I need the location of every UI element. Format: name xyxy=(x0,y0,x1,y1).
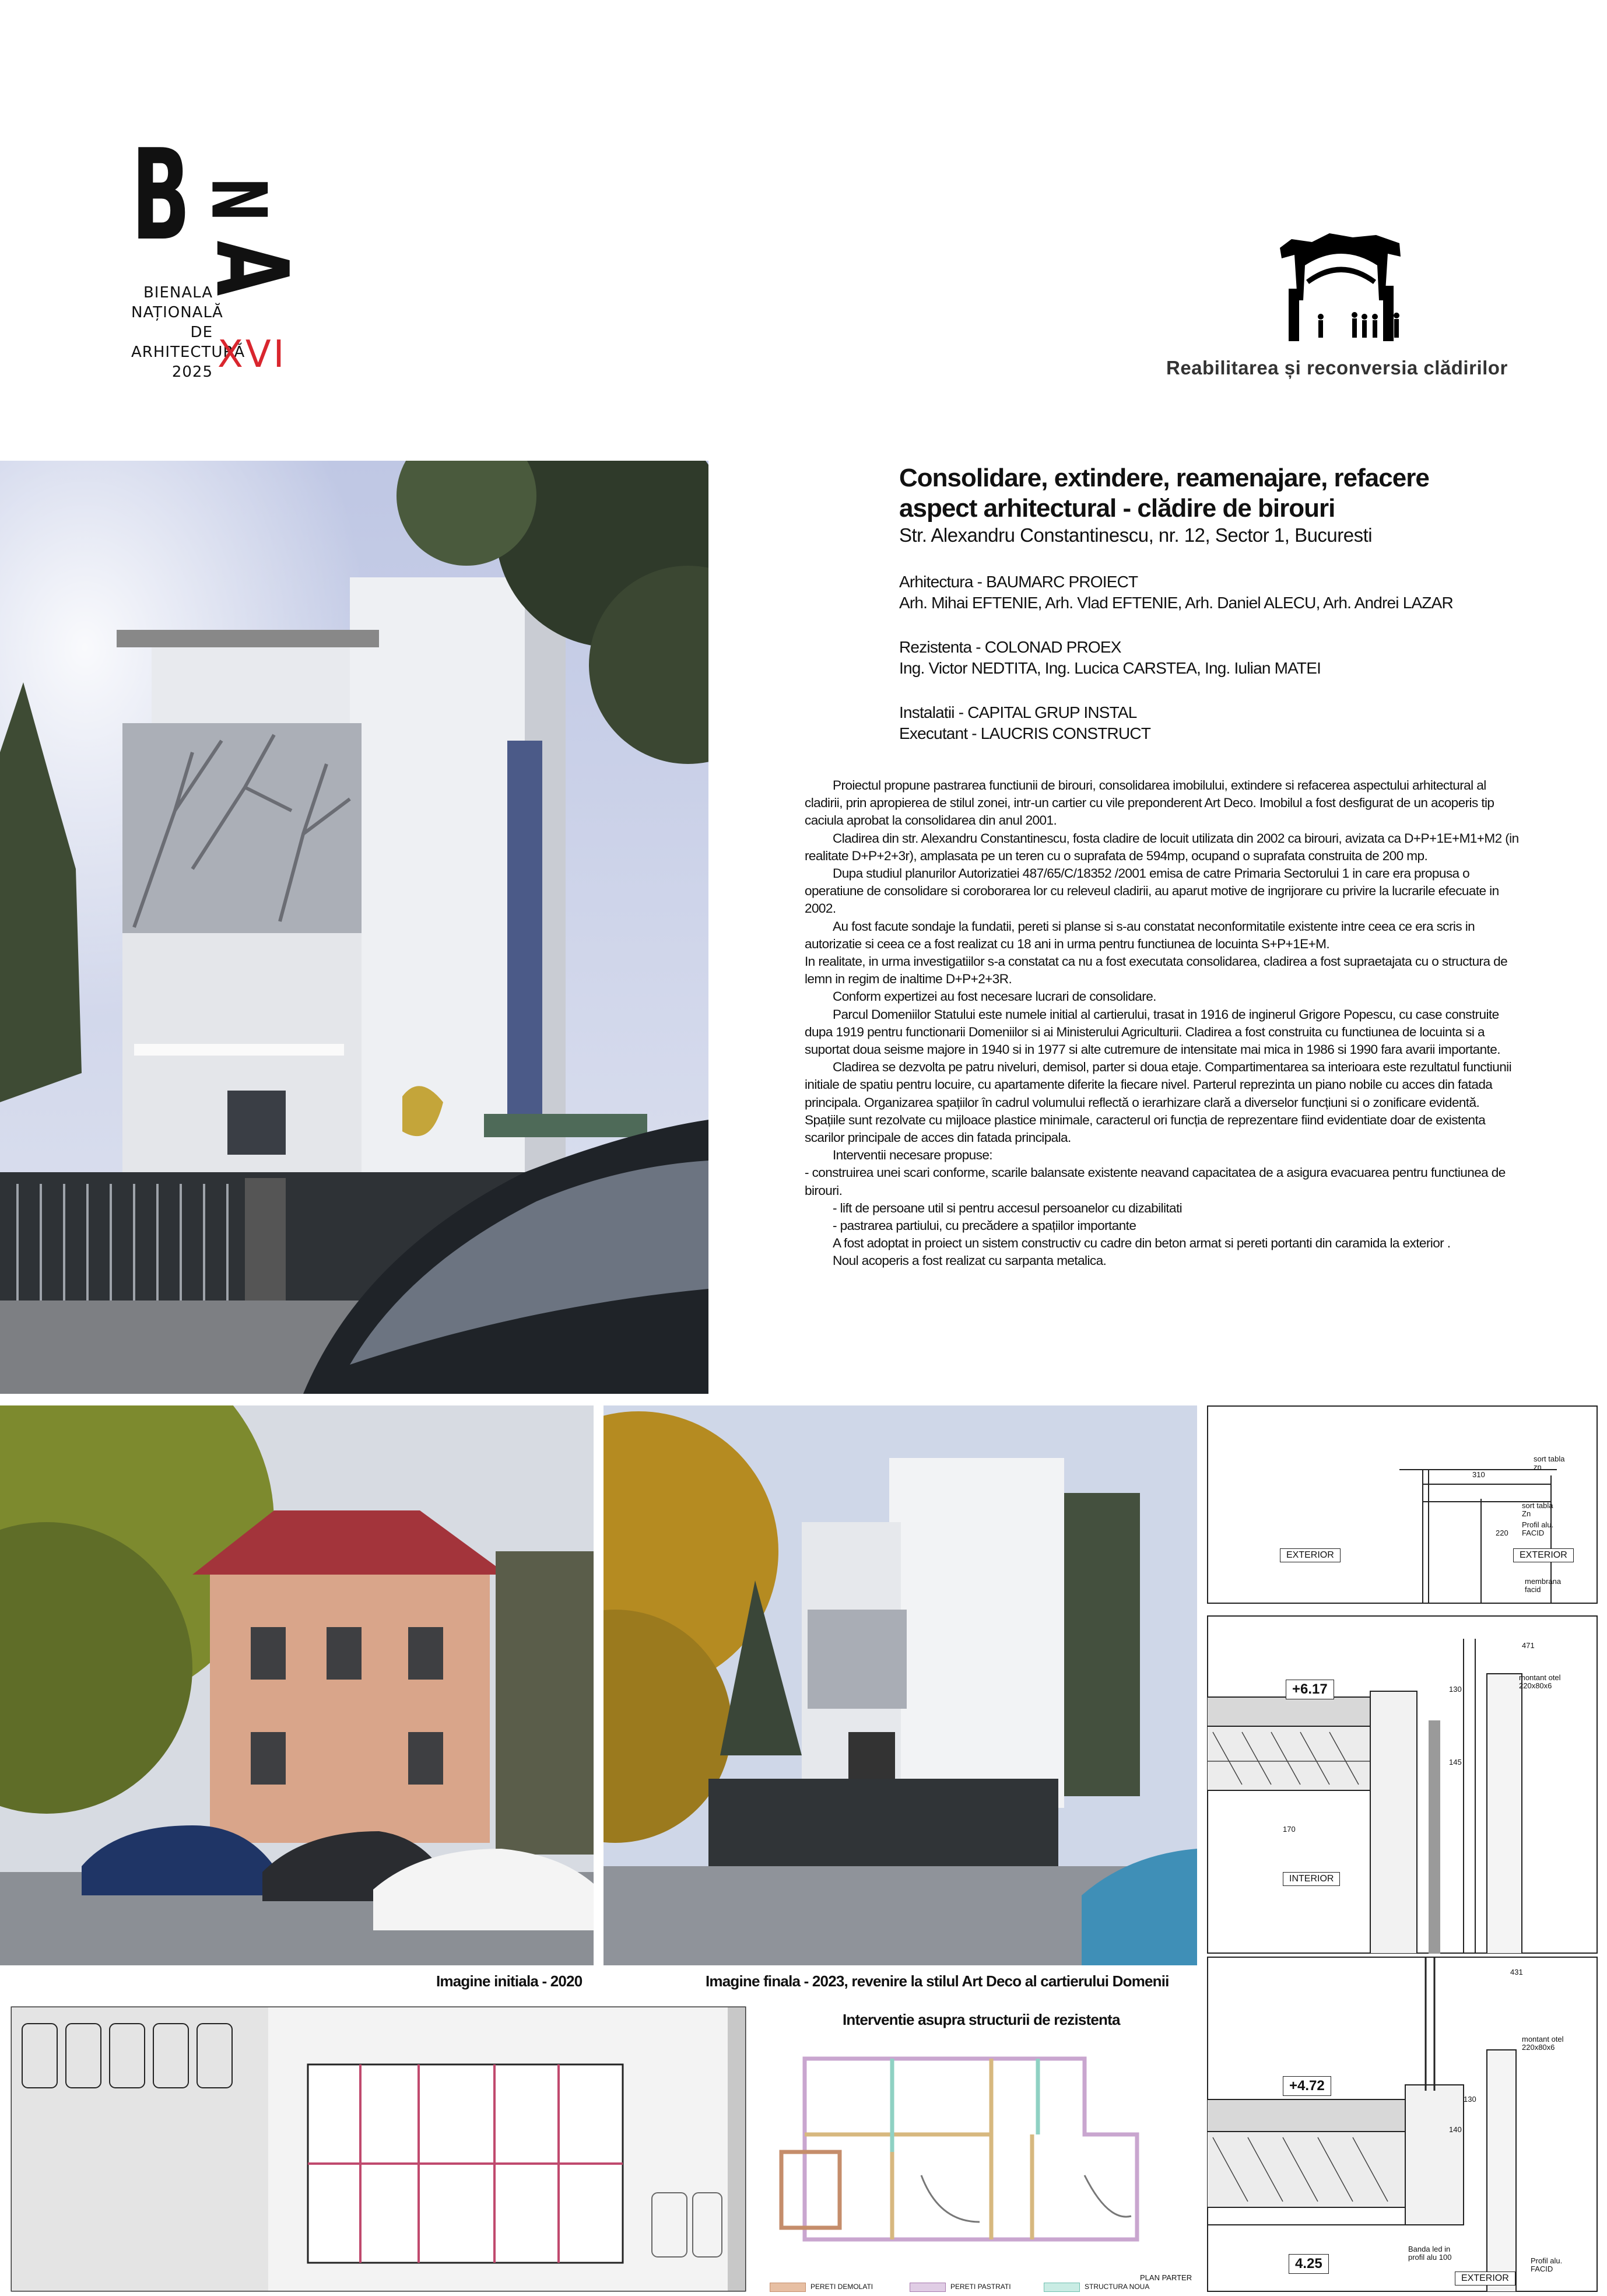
plan-legend xyxy=(770,2281,1201,2294)
detail-dim: 145 xyxy=(1449,1758,1462,1766)
detail-note-banda: Banda led in profil alu 100 xyxy=(1408,2245,1452,2262)
detail-note-membrana: membrana facid xyxy=(1525,1577,1562,1594)
description-paragraph: Conform expertizei au fost necesare lucrari de consolidare. xyxy=(833,989,1156,1004)
description-paragraph: Cladirea se dezvolta pe patru niveluri, demisol, parter si doua etaje. Compartimentarea sa interioara este rezultatul functiunii initiale de spatiu pentru locuire, cu apartamente diferite la fiecare nivel. Parterul reprezinta un piano nobile cu acces din fatada principala. Organizarea spațiilor în cadrul volumului reflectă o ierarhizare clară a diverselor funcțiuni si o zonificare evidentă. Spațiile sunt rezolvate cu mijloace plastice minimale, caracterul ori funcția de reprezentare fiind evidentiate doar de existenta scarilor principale de acces din fatada principala. xyxy=(805,1060,1511,1145)
credit-line: Ing. Victor NEDTITA, Ing. Lucica CARSTEA, Ing. Iulian MATEI xyxy=(899,659,1321,677)
detail-panel-top xyxy=(1207,1405,1598,1604)
description-paragraph: - pastrarea partiului, cu precădere a spațiilor importante xyxy=(833,1218,1136,1233)
description-paragraph: Dupa studiul planurilor Autorizatiei 487/65/C/18352 /2001 emisa de catre Primaria Sectorului 1 in care era propusa o operatiune de consolidare si coroborarea lor cu releveul cladirii, au aparut motive de ingrijorare cu privire la lucrarile efecuate in 2002. xyxy=(805,866,1499,916)
detail-label-exterior: EXTERIOR xyxy=(1455,2272,1515,2286)
plan-title: PLAN PARTER xyxy=(1140,2273,1192,2282)
legend-swatch-kept xyxy=(910,2283,946,2292)
detail-panel-bottom xyxy=(1207,1957,1598,2292)
description-paragraph: - construirea unei scari conforme, scarile balansate existente neavand capacitatea de a asigura evacuarea pentru functiunea de birouri. xyxy=(805,1165,1506,1198)
logo-line: DE xyxy=(190,324,213,341)
detail-note-montant: montant otel 220x80x6 xyxy=(1522,2035,1564,2052)
main-facade-photo xyxy=(0,461,708,1394)
logo-letter-n: N xyxy=(194,177,283,222)
detail-label-exterior: EXTERIOR xyxy=(1513,1548,1574,1562)
logo-letter-b: B xyxy=(131,122,191,268)
description-paragraph: Cladirea din str. Alexandru Constantinescu, fosta cladire de locuit utilizata din 2002 ca birouri, avizata ca D+P+1E+M1+M2 (in realitate D+P+2+3r), amplasata pe un teren cu o suprafata de 594mp, ocupand o suprafata construita de 200 mp. xyxy=(805,830,1519,863)
initial-photo xyxy=(0,1405,594,1965)
detail-level: +6.17 xyxy=(1286,1680,1334,1699)
logo-line: BIENALA xyxy=(143,284,213,302)
description-paragraph: - lift de persoane util si pentru accesul persoanelor cu dizabilitati xyxy=(833,1200,1183,1215)
arch-icon xyxy=(1277,230,1405,341)
credit-line: Executant - LAUCRIS CONSTRUCT xyxy=(899,724,1151,742)
structure-plan-drawing xyxy=(758,2035,1201,2283)
legend-label-kept: PERETI PASTRATI xyxy=(950,2283,1011,2291)
detail-dim: 220 xyxy=(1496,1529,1508,1537)
detail-note-montant: montant otel 220x80x6 xyxy=(1519,1673,1561,1690)
legend-label-new: STRUCTURA NOUA xyxy=(1085,2283,1150,2291)
title-line: aspect arhitectural - clădire de birouri xyxy=(899,494,1335,523)
detail-dim: 170 xyxy=(1283,1825,1296,1834)
description-paragraph: Proiectul propune pastrarea functiunii de birouri, consolidarea imobilului, extindere si refacerea aspectului arhitectural al cladirii, prin apropierea de stilul zonei, intr-un cartier cu vile preponderent Art Deco. Imobilul a fost desfigurat de un acoperis tip caciula aprobat la consolidarea din anul 2001. xyxy=(805,778,1494,828)
caption-final: Imagine finala - 2023, revenire la stilul Art Deco al cartierului Domenii xyxy=(706,1972,1169,1990)
description-paragraph: A fost adoptat in proiect un sistem constructiv cu cadre din beton armat si pereti portanti din caramida la exterior . xyxy=(833,1236,1451,1251)
credit-line: Arhitectura - BAUMARC PROIECT xyxy=(899,573,1138,591)
description-paragraph: In realitate, in urma investigatiilor s-a constatat ca nu a fost executata consolidarea, cladirea a fost supraetajata cu o structura de lemn in regim de inaltime D+P+2+3R. xyxy=(805,954,1508,987)
description-paragraph: Au fost facute sondaje la fundatii, pereti si planse si s-au constatat neconformitatile existente intre ceea ce era scris in autorizatie si ceea ce a fost realizat cu 18 ani in urma pentru functiunea de locuinta S+P+1E+M. xyxy=(805,919,1475,951)
description-paragraph: Interventii necesare propuse: xyxy=(833,1148,992,1163)
logo-line: 2025 xyxy=(171,363,213,381)
credit-line: Arh. Mihai EFTENIE, Arh. Vlad EFTENIE, Arh. Daniel ALECU, Arh. Andrei LAZAR xyxy=(899,594,1453,612)
detail-dim: 130 xyxy=(1464,2095,1476,2104)
detail-note-profil: Profil alu. FACID xyxy=(1522,1520,1554,1537)
detail-dim: 310 xyxy=(1472,1470,1485,1479)
credit-line: Rezistenta - COLONAD PROEX xyxy=(899,638,1121,656)
logo-line: NAȚIONALĂ xyxy=(131,304,223,321)
description-paragraph: Parcul Domeniilor Statului este numele initial al cartierului, trasat in 1916 de inginerul Grigore Popescu, cu case construite dupa 1919 pentru functionarii Domeniilor si ai Ministerului Agriculturii. Cladirea a fost construita cu functiunea de locuinta si a suportat doua seisme majore in 1940 si in 1977 si alte cutremure de intensitate mai mica in 1986 si 1990 fara avarii importante. xyxy=(805,1007,1500,1057)
detail-panel-middle xyxy=(1207,1615,1598,1954)
logo-text xyxy=(131,283,245,382)
caption-initial: Imagine initiala - 2020 xyxy=(436,1972,583,1990)
legend-swatch-demolished xyxy=(770,2283,806,2292)
detail-dim: 431 xyxy=(1510,1968,1523,1976)
detail-level: 4.25 xyxy=(1289,2254,1329,2274)
detail-note-sort: sort tabla zn xyxy=(1534,1454,1565,1471)
final-photo xyxy=(603,1405,1197,1965)
detail-dim: 130 xyxy=(1449,1685,1462,1694)
detail-label-interior: INTERIOR xyxy=(1283,1872,1340,1886)
description-paragraph: Noul acoperis a fost realizat cu sarpanta metalica. xyxy=(833,1253,1107,1268)
project-description xyxy=(805,777,1519,1270)
edition-number: XVI xyxy=(217,333,287,376)
project-address: Str. Alexandru Constantinescu, nr. 12, Sector 1, Bucuresti xyxy=(899,524,1373,546)
title-line: Consolidare, extindere, reamenajare, refacere xyxy=(899,464,1429,492)
detail-level: +4.72 xyxy=(1283,2076,1331,2096)
detail-dim: 471 xyxy=(1522,1641,1535,1650)
project-credits xyxy=(899,572,1570,744)
detail-label-exterior: EXTERIOR xyxy=(1280,1548,1341,1562)
caption-structure: Interventie asupra structurii de rezistenta xyxy=(843,2011,1120,2028)
legend-label-demolished: PERETI DEMOLATI xyxy=(810,2283,873,2291)
project-title xyxy=(899,463,1570,547)
logo-line: ARHITECTURĂ xyxy=(131,343,245,361)
credit-line: Instalatii - CAPITAL GRUP INSTAL xyxy=(899,703,1137,721)
legend-swatch-new xyxy=(1044,2283,1080,2292)
section-title: Reabilitarea și reconversia clădirilor xyxy=(1166,357,1508,378)
detail-note-sort-zn: sort tabla Zn xyxy=(1522,1501,1553,1518)
detail-note-profil: Profil alu. FACID xyxy=(1531,2256,1563,2273)
logo-letter-a: A xyxy=(193,240,309,296)
detail-dim: 140 xyxy=(1449,2125,1462,2134)
bna-logo xyxy=(131,122,347,399)
site-plan-drawing xyxy=(10,2006,746,2292)
